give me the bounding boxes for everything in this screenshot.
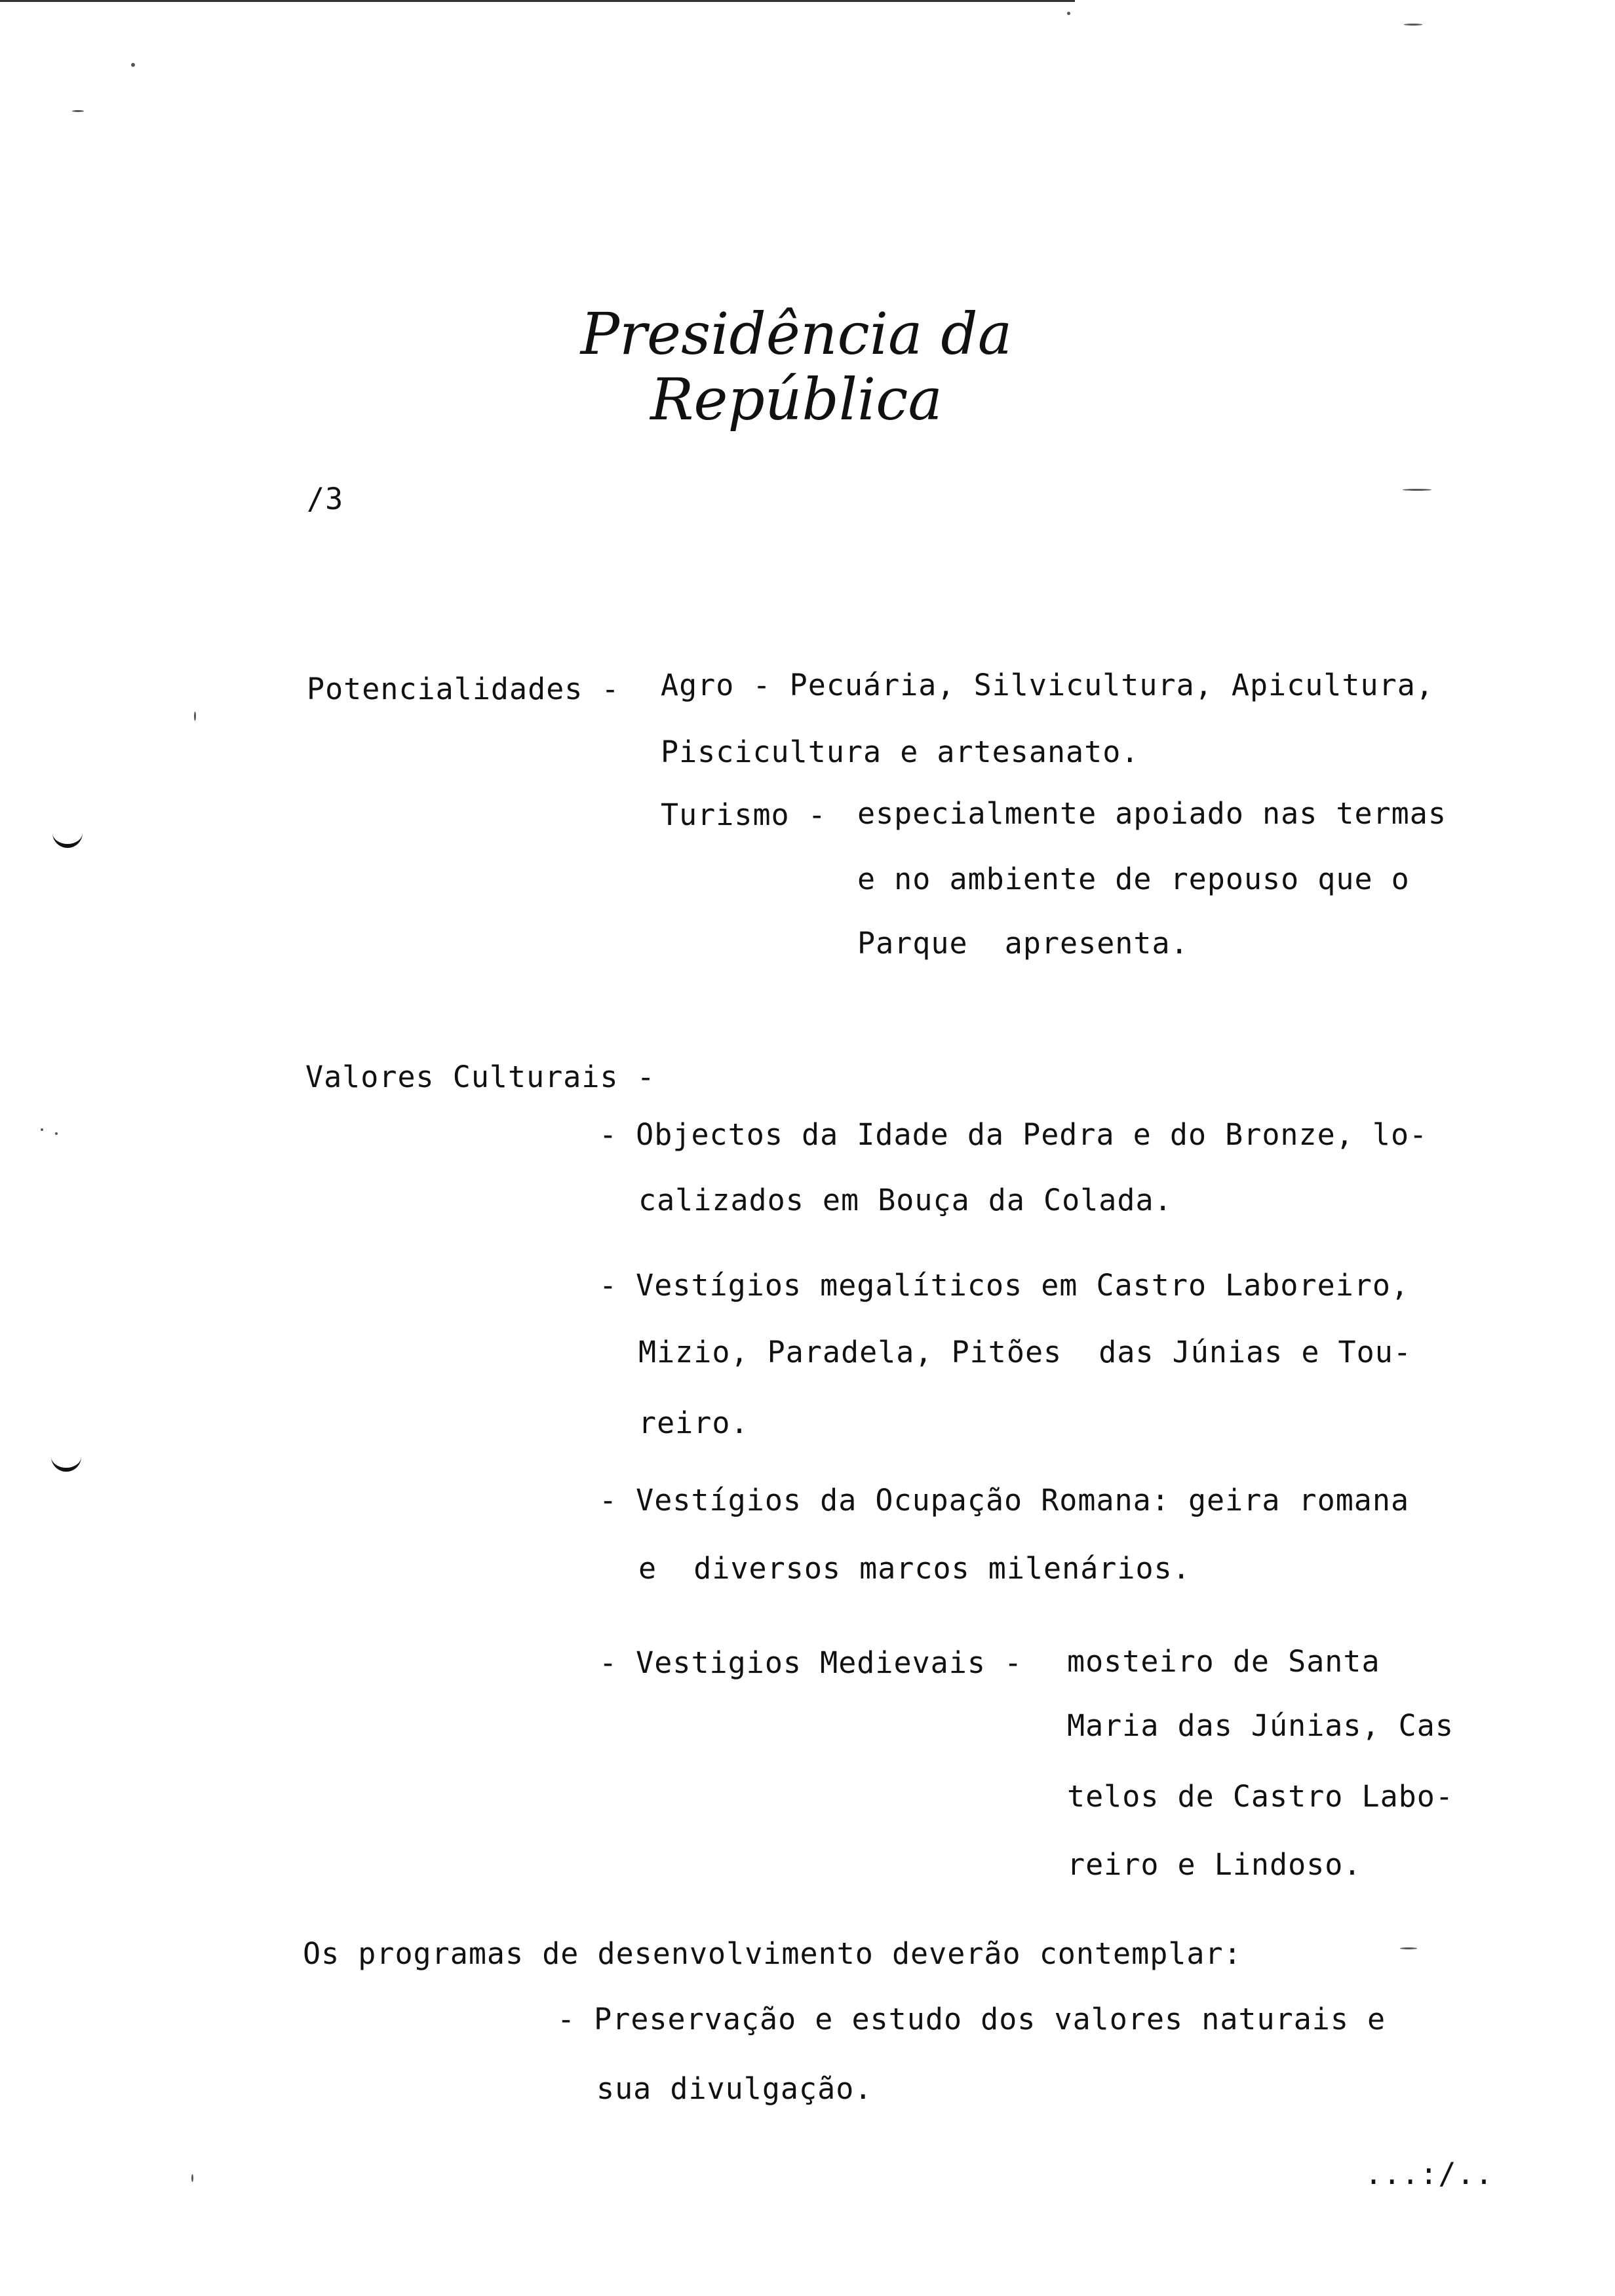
scan-speck	[131, 63, 135, 67]
scan-top-edge	[0, 0, 1075, 2]
potencialidades-line-2: Piscicultura e artesanato.	[661, 735, 1140, 769]
page-reference: /3	[307, 482, 344, 516]
scan-speck	[41, 1128, 43, 1131]
valores-item-2-line-3: reiro.	[638, 1406, 749, 1440]
scan-speck	[1403, 489, 1431, 491]
programas-heading: Os programas de desenvolvimento deverão contemplar:	[303, 1936, 1242, 1971]
binder-hole-mark	[51, 1451, 81, 1472]
potencialidades-label: Potencialidades -	[307, 672, 638, 706]
scan-speck	[1400, 1947, 1417, 1949]
valores-item-1-line-2: calizados em Bouça da Colada.	[638, 1183, 1173, 1217]
valores-item-4-line-2: Maria das Júnias, Cas	[1067, 1708, 1454, 1743]
scan-speck	[55, 1132, 58, 1135]
scan-speck	[72, 110, 84, 112]
scan-speck	[1404, 24, 1422, 26]
turismo-line-3: Parque apresenta.	[857, 926, 1189, 961]
turismo-line-1: especialmente apoiado nas termas	[857, 796, 1447, 831]
binder-hole-mark	[52, 827, 83, 848]
potencialidades-line-1: Agro - Pecuária, Silvicultura, Apicultura,	[661, 668, 1434, 702]
scan-speck	[1067, 12, 1070, 15]
valores-item-4-line-3: telos de Castro Labo-	[1067, 1779, 1454, 1814]
valores-item-1-line-1: - Objectos da Idade da Pedra e do Bronze, lo-	[599, 1117, 1428, 1152]
valores-heading: Valores Culturais -	[305, 1060, 655, 1094]
valores-item-2-line-2: Mizio, Paradela, Pitões das Júnias e Tou-	[638, 1335, 1412, 1369]
valores-item-2-line-1: - Vestígios megalíticos em Castro Laboreiro,	[599, 1268, 1410, 1303]
valores-item-4-line-1: - Vestigios Medievais -	[599, 1645, 1041, 1680]
valores-item-3-line-2: e diversos marcos milenários.	[638, 1551, 1191, 1586]
programas-item-line-2: sua divulgação.	[596, 2071, 873, 2106]
scan-speck	[194, 712, 196, 721]
valores-item-4-line-1-cont: mosteiro de Santa	[1067, 1644, 1380, 1679]
valores-item-4-line-4: reiro e Lindoso.	[1067, 1847, 1362, 1882]
turismo-label: Turismo -	[661, 797, 845, 832]
scan-speck	[191, 2174, 193, 2182]
continuation-mark: ...:/..	[1365, 2156, 1494, 2191]
valores-item-3-line-1: - Vestígios da Ocupação Romana: geira romana	[599, 1483, 1410, 1518]
turismo-line-2: e no ambiente de repouso que o	[857, 862, 1410, 896]
letterhead-title: Presidência da República	[580, 300, 1013, 433]
programas-item-line-1: - Preservação e estudo dos valores naturais e	[557, 2002, 1386, 2037]
